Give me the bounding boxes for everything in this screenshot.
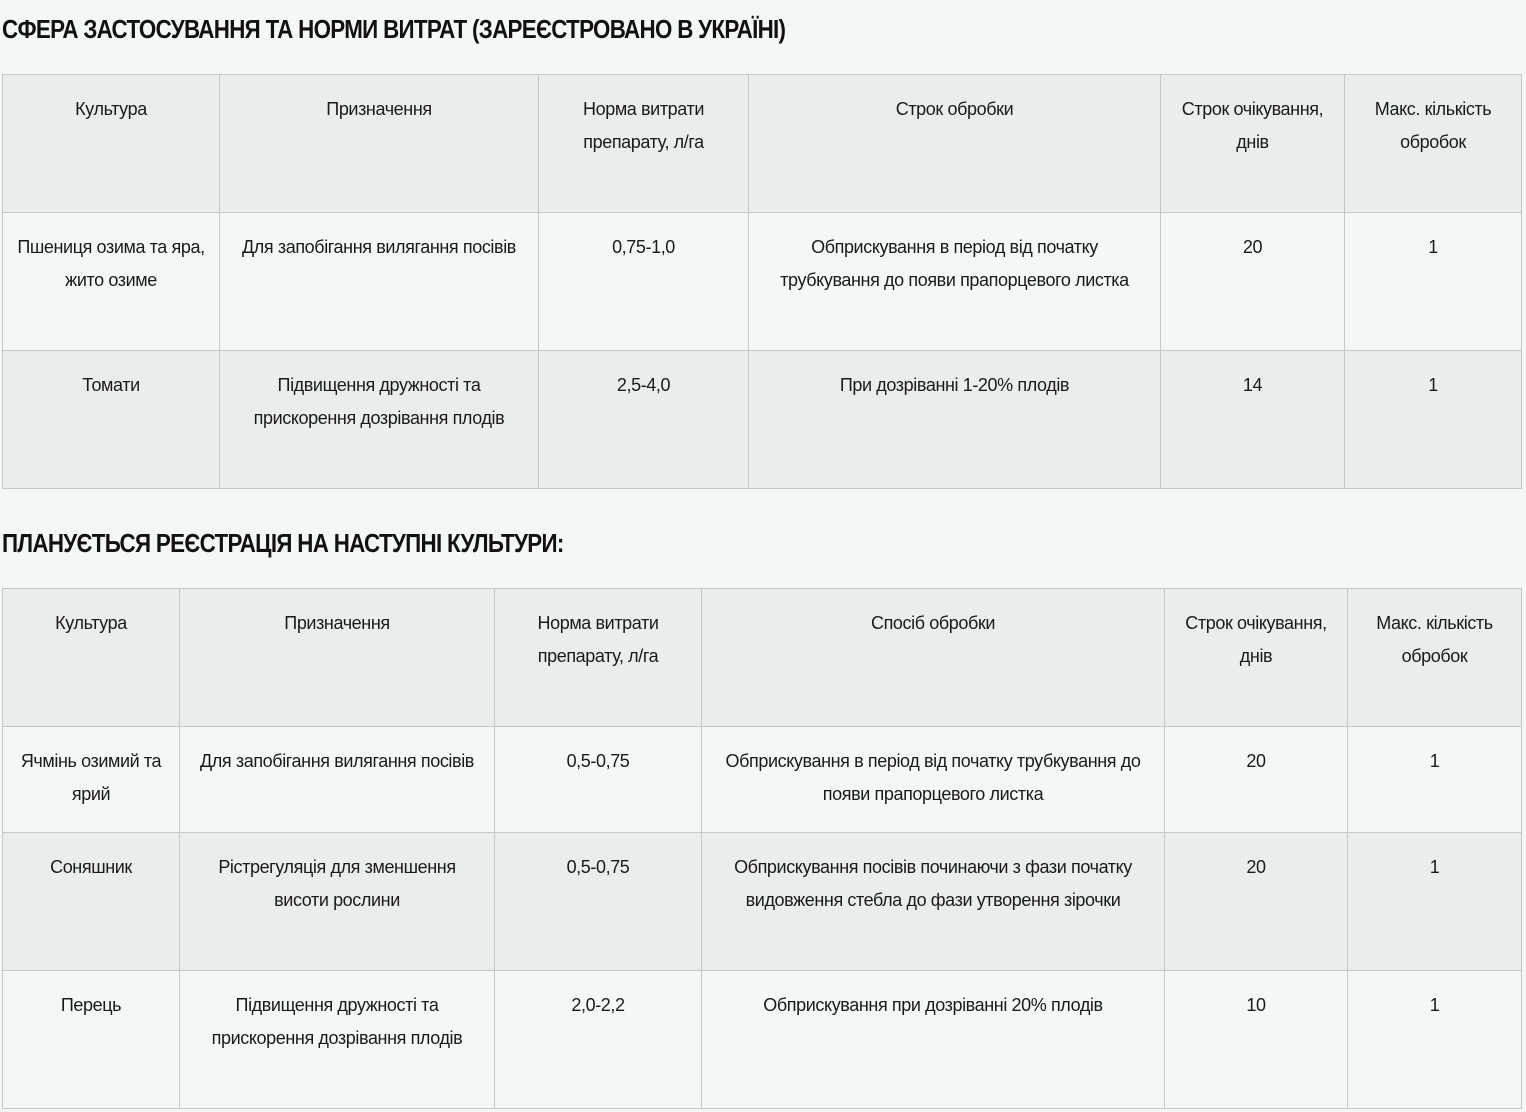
column-header: Норма витрати препарату, л/га	[495, 589, 702, 727]
table-cell: 0,5-0,75	[495, 727, 702, 833]
table-cell: 1	[1345, 213, 1522, 351]
table-cell: Обприскування в період від початку трубкування до появи прапорцевого листка	[702, 727, 1165, 833]
table-cell: Для запобігання вилягання посівів	[180, 727, 495, 833]
column-header: Норма витрати препарату, л/га	[539, 75, 749, 213]
table-cell: Перець	[3, 971, 180, 1109]
section2-title: ПЛАНУЄТЬСЯ РЕЄСТРАЦІЯ НА НАСТУПНІ КУЛЬТУРИ:	[2, 528, 564, 558]
table-row	[3, 213, 1522, 351]
table-cell: Рістрегуляція для зменшення висоти рослини	[180, 833, 495, 971]
column-header: Призначення	[220, 75, 539, 213]
table-cell: Томати	[3, 351, 220, 489]
table-cell: Обприскування посівів починаючи з фази початку видовження стебла до фази утворення зірочки	[702, 833, 1165, 971]
table-cell: Соняшник	[3, 833, 180, 971]
table-cell: При дозріванні 1-20% плодів	[749, 351, 1161, 489]
header-row	[3, 75, 1522, 213]
table-row	[3, 351, 1522, 489]
column-header: Макс. кількість обробок	[1348, 589, 1522, 727]
column-header: Спосіб обробки	[702, 589, 1165, 727]
table-cell: Обприскування в період від початку трубкування до появи прапорцевого листка	[749, 213, 1161, 351]
table-cell: Ячмінь озимий та ярий	[3, 727, 180, 833]
table-cell: 20	[1161, 213, 1345, 351]
table-cell: 1	[1348, 833, 1522, 971]
column-header: Строк очікування, днів	[1165, 589, 1348, 727]
table-cell: Пшениця озима та яра, жито озиме	[3, 213, 220, 351]
table-cell: Для запобігання вилягання посівів	[220, 213, 539, 351]
table-cell: Підвищення дружності та прискорення дозрівання плодів	[180, 971, 495, 1109]
table-cell: 1	[1348, 971, 1522, 1109]
table-cell: 10	[1165, 971, 1348, 1109]
column-header: Культура	[3, 589, 180, 727]
table-cell: 14	[1161, 351, 1345, 489]
registered-table	[2, 74, 1522, 489]
table-cell: Підвищення дружності та прискорення дозрівання плодів	[220, 351, 539, 489]
table-row	[3, 971, 1522, 1109]
column-header: Строк обробки	[749, 75, 1161, 213]
table-cell: 20	[1165, 727, 1348, 833]
header-row	[3, 589, 1522, 727]
table-cell: 0,5-0,75	[495, 833, 702, 971]
column-header: Призначення	[180, 589, 495, 727]
table-cell: 20	[1165, 833, 1348, 971]
column-header: Макс. кількість обробок	[1345, 75, 1522, 213]
table-row	[3, 727, 1522, 833]
table-row	[3, 833, 1522, 971]
table-cell: 1	[1345, 351, 1522, 489]
section1-title: СФЕРА ЗАСТОСУВАННЯ ТА НОРМИ ВИТРАТ (ЗАРЕЄСТРОВАНО В УКРАЇНІ)	[2, 14, 786, 44]
table-cell: Обприскування при дозріванні 20% плодів	[702, 971, 1165, 1109]
table-cell: 2,5-4,0	[539, 351, 749, 489]
column-header: Строк очікування, днів	[1161, 75, 1345, 213]
column-header: Культура	[3, 75, 220, 213]
planned-table	[2, 588, 1522, 1109]
table-cell: 2,0-2,2	[495, 971, 702, 1109]
table-cell: 1	[1348, 727, 1522, 833]
table-cell: 0,75-1,0	[539, 213, 749, 351]
